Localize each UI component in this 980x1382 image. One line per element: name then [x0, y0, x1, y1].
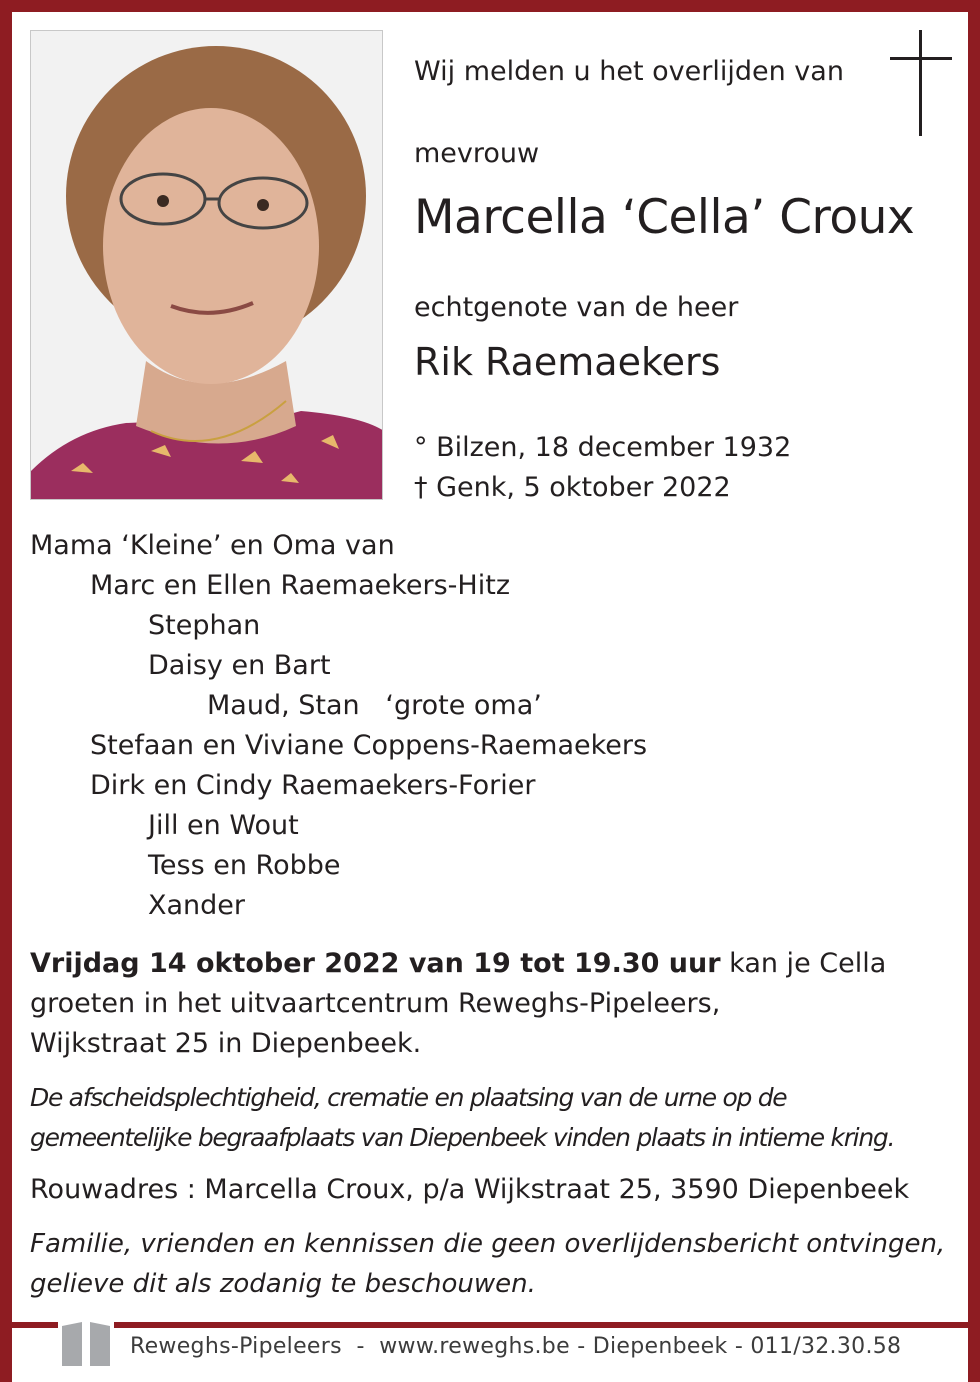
cross-icon: [890, 30, 952, 136]
ceremony-paragraph: [30, 1078, 965, 1158]
deceased-name: Marcella ‘Cella’ Croux: [414, 190, 915, 245]
visitation-line2: groeten in het uitvaartcentrum Reweghs-Pipeleers,: [30, 988, 721, 1019]
footer-contact: Reweghs-Pipeleers - www.reweghs.be - Diepenbeek - 011/32.30.58: [130, 1334, 902, 1359]
visitation-paragraph: [30, 944, 950, 1064]
spouse-intro: echtgenote van de heer: [414, 292, 739, 323]
footer-divider: [12, 1322, 968, 1328]
mourning-address: Rouwadres : Marcella Croux, p/a Wijkstraat 25, 3590 Diepenbeek: [30, 1174, 910, 1205]
announcement-intro: Wij melden u het overlijden van: [414, 56, 844, 87]
notice-line1: Familie, vrienden en kennissen die geen overlijdensbericht ontvingen,: [30, 1229, 946, 1259]
visitation-date: Vrijdag 14 oktober 2022 van 19 tot 19.30 uur: [30, 948, 721, 979]
family-member: Stephan: [148, 610, 261, 641]
deceased-portrait: [30, 30, 383, 500]
birth-line: ° Bilzen, 18 december 1932: [414, 432, 792, 463]
family-member: Jill en Wout: [148, 810, 299, 841]
family-member: Stefaan en Viviane Coppens-Raemaekers: [90, 730, 648, 761]
visitation-line1: kan je Cella: [720, 948, 887, 979]
family-member: Xander: [148, 890, 246, 921]
ceremony-line2: gemeentelijke begraafplaats van Diepenbeek vinden plaats in intieme kring.: [30, 1123, 895, 1152]
ceremony-line1: De afscheidsplechtigheid, crematie en plaatsing van de urne op de: [30, 1083, 787, 1112]
honorific: mevrouw: [414, 138, 540, 169]
notice-paragraph: [30, 1224, 965, 1304]
family-member: Dirk en Cindy Raemaekers-Forier: [90, 770, 536, 801]
family-member: Maud, Stan ‘grote oma’: [207, 690, 542, 721]
family-member: Daisy en Bart: [148, 650, 331, 681]
notice-line2: gelieve dit als zodanig te beschouwen.: [30, 1269, 536, 1299]
death-line: † Genk, 5 oktober 2022: [414, 472, 731, 503]
family-member: Tess en Robbe: [148, 850, 341, 881]
spouse-name: Rik Raemaekers: [414, 340, 721, 384]
funeral-home-logo-icon: [58, 1314, 114, 1366]
family-title: Mama ‘Kleine’ en Oma van: [30, 530, 395, 561]
visitation-line3: Wijkstraat 25 in Diepenbeek.: [30, 1028, 422, 1059]
family-member: Marc en Ellen Raemaekers-Hitz: [90, 570, 510, 601]
